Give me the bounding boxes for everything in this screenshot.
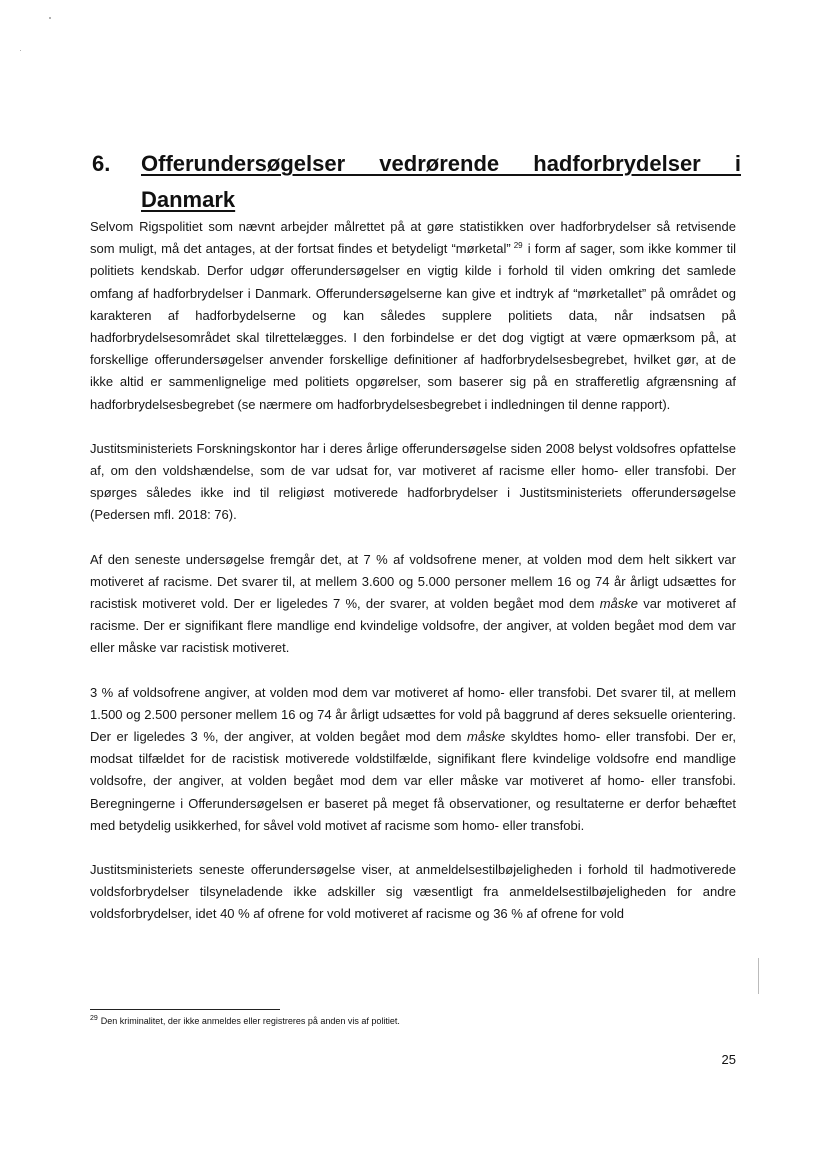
paragraph-text: skyldtes homo- eller transfobi. Der er, modsat tilfældet for de racistisk motiverede voldstilfælde, signifikant flere kvindelige voldsofre end mandlige voldsofre, der angiver, at volden begået mod dem var eller måske var motiveret af homo- eller transfobi. Beregningerne i Offerundersøgelsen er baseret på meget få observationer, og resultaterne er derfor behæftet med betydelig usikkerhed, for såvel vold motivet af racisme som homo- eller transfobi. <box>90 729 737 833</box>
section-number: 6. <box>92 151 111 176</box>
scan-speck <box>49 17 51 19</box>
scan-speck <box>20 50 21 51</box>
paragraph-text: 3 % af voldsofrene angiver, at volden mod dem var motiveret af homo- eller transfobi. Det svarer til, at mellem 1.500 og 2.500 personer mellem 16 og 74 år årligt udsættes for vold på baggrund af deres seksuelle orientering. Der er ligeledes 3 %, der angiver, at volden begået mod dem <box>90 684 736 745</box>
footnote-reference: 29 <box>513 240 523 250</box>
paragraph: Justitsministeriets Forskningskontor har i deres årlige offerundersøgelse siden 2008 belyst voldsofres opfattelse af, om den voldshændelse, som de var udsat for, var motiveret af racisme eller homo- eller transfobi. Der spørges således ikke ind til religiøst motiverede hadforbrydelser i Justitsministeriets offerundersøgelse (Pedersen mfl. 2018: 76). <box>90 440 736 523</box>
paragraph-text: Af den seneste undersøgelse fremgår det, at 7 % af voldsofrene mener, at volden mod dem helt sikkert var motiveret af racisme. Det svarer til, at mellem 3.600 og 5.000 personer mellem 16 og 74 år årligt udsættes for racistisk motiveret vold. Der er ligeledes 7 %, der svarer, at volden begået mod dem <box>90 551 736 612</box>
paragraph-text: Selvom Rigspolitiet som nævnt arbejder målrettet på at gøre statistikken over hadforbrydelser så retvisende som muligt, må det antages, at der fortsat findes et betydeligt “mørketal” <box>90 219 736 257</box>
page-number: 25 <box>721 1052 736 1067</box>
emphasis-text: måske <box>466 729 506 745</box>
footnote-divider <box>90 1009 280 1010</box>
body-text <box>90 216 736 948</box>
section-title: Offerundersøgelser vedrørende hadforbrydelser i Danmark <box>141 151 741 212</box>
paragraph <box>90 549 736 660</box>
paragraph-text: var motiveret af racisme. Der er signifikant flere mandlige end kvindelige voldsofre, der angiver, at volden begået mod dem var eller måske var racistisk motiveret. <box>90 596 737 656</box>
paragraph <box>90 216 736 416</box>
paragraph <box>90 682 736 837</box>
emphasis-text: måske <box>599 596 638 612</box>
scan-edge-mark <box>758 958 759 994</box>
paragraph-text: i form af sager, som ikke kommer til politiets kendskab. Derfor udgør offerundersøgelser en vigtig kilde i forhold til viden omkring det samlede omfang af hadforbrydelser i Danmark. Offerundersøgelserne kan give et indtryk af “mørketallet” på området og karakteren af hadforbydelserne og kan således supplere politiets data, når indsatsen på hadforbrydelsesområdet skal tilrettelægges. I den forbindelse er det dog vigtigt at være opmærksom på, at forskellige offerundersøgelser anvender forskellige definitioner af hadforbrydelsesbegrebet, hvilket gør, at de ikke altid er sammenlignelige med politiets opgørelser, som baserer sig på en strafferetlig afgrænsning af hadforbrydelsesbegrebet (se nærmere om hadforbrydelsesbegrebet i indledningen til denne rapport). <box>90 241 736 412</box>
footnote <box>90 1014 730 1028</box>
footnote-number: 29 <box>90 1015 98 1022</box>
footnote-text: Den kriminalitet, der ikke anmeldes eller registreres på anden vis af politiet. <box>100 1016 400 1026</box>
paragraph: Justitsministeriets seneste offerundersøgelse viser, at anmeldelsestilbøjeligheden i forhold til hadmotiverede voldsforbrydelser tilsyneladende ikke adskiller sig væsentligt fra anmeldelsestilbøjeligheden for andre voldsforbrydelser, idet 40 % af ofrene for vold motiveret af racisme og 36 % af ofrene for vold <box>90 862 736 922</box>
